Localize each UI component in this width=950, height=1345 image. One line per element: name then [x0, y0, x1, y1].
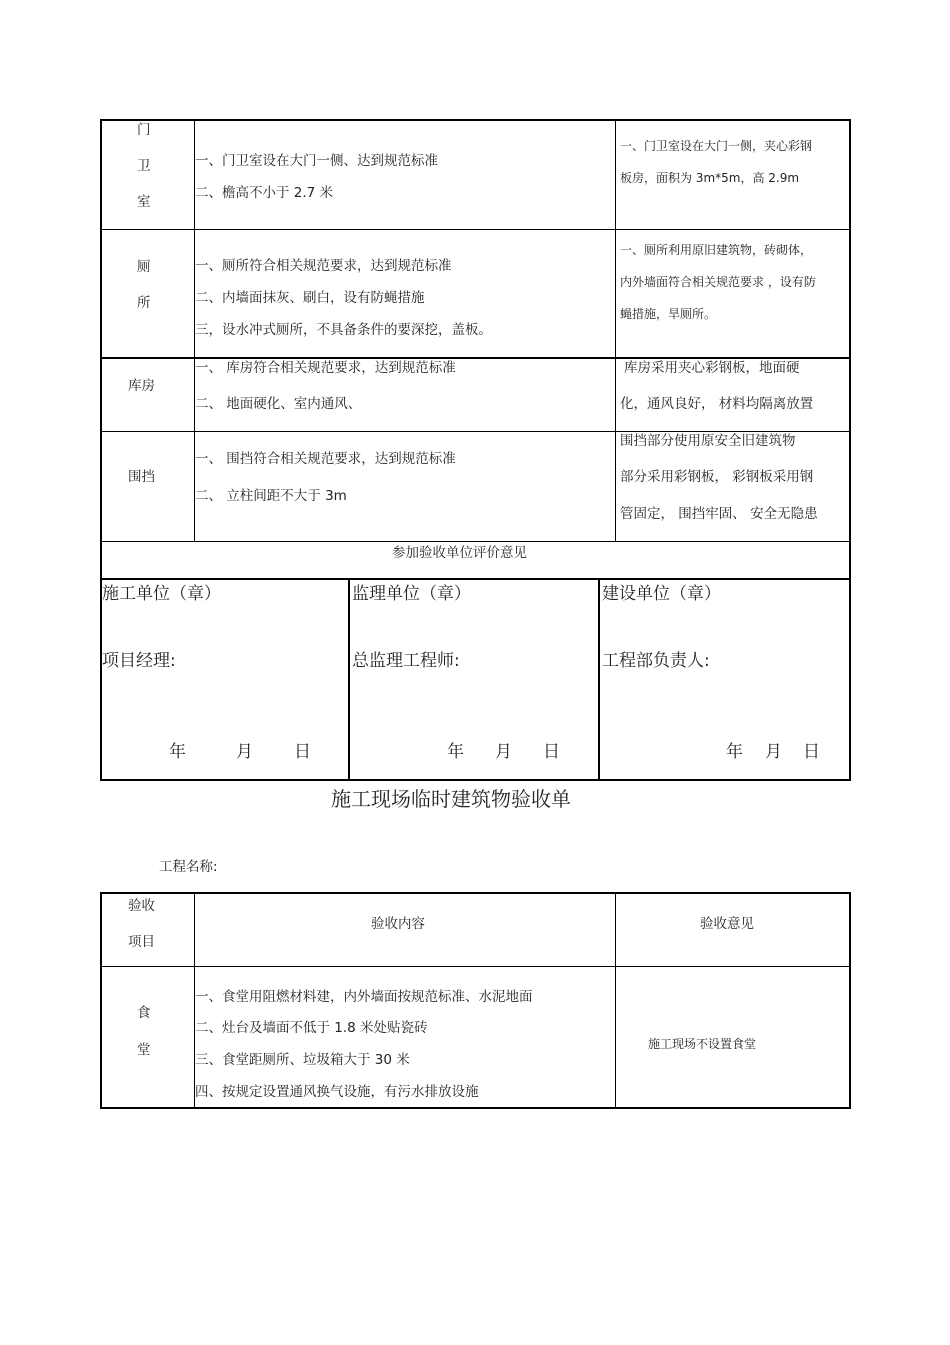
row-item-char: 厕: [137, 259, 151, 275]
header-opinion: 验收意见: [700, 916, 754, 932]
row-item-char: 门: [137, 122, 151, 138]
table-border-top: [100, 119, 851, 121]
date-month: 月: [495, 742, 512, 762]
content-line: 一、门卫室设在大门一侧、达到规范标准: [195, 153, 438, 169]
content-line: 二、 地面硬化、室内通风、: [195, 396, 362, 412]
date-month: 月: [765, 742, 782, 762]
date-year: 年: [726, 742, 743, 762]
date-day: 日: [543, 742, 560, 762]
row-item-label: 围挡: [128, 469, 155, 485]
project-name-label: 工程名称:: [159, 859, 218, 875]
row-item-char: 所: [137, 295, 151, 311]
opinion-line: 蝇措施，旱厕所。: [620, 307, 717, 321]
table-border-right: [849, 892, 851, 1109]
content-line: 二、内墙面抹灰、刷白，设有防蝇措施: [195, 290, 425, 306]
table-border-left: [100, 892, 102, 1109]
content-line: 一、 库房符合相关规范要求，达到规范标准: [195, 360, 456, 376]
content-line: 一、 围挡符合相关规范要求，达到规范标准: [195, 451, 456, 467]
table-border-top: [100, 892, 851, 894]
content-line: 二、檐高不小于 2.7 米: [195, 185, 334, 201]
header-item-line1: 验收: [128, 898, 155, 914]
date-day: 日: [803, 742, 820, 762]
opinion-line: 一、门卫室设在大门一侧，夹心彩钢: [620, 139, 813, 153]
supervision-unit-label: 监理单位（章）: [352, 584, 471, 604]
opinion-line: 化，通风良好， 材料均隔离放置: [620, 396, 814, 412]
opinion-line: 部分采用彩钢板， 彩钢板采用钢: [620, 469, 814, 485]
content-line: 三、食堂距厕所、垃圾箱大于 30 米: [195, 1052, 410, 1068]
header-row-divider: [100, 966, 851, 967]
chief-supervisor-label: 总监理工程师:: [352, 651, 460, 671]
date-month: 月: [236, 742, 253, 762]
opinion-text: 施工现场不设置食堂: [648, 1037, 757, 1051]
engineering-dept-head-label: 工程部负责人:: [602, 651, 710, 671]
header-content: 验收内容: [371, 916, 425, 932]
table-border-bottom: [100, 1107, 851, 1109]
content-line: 二、灶台及墙面不低于 1.8 米处贴瓷砖: [195, 1020, 428, 1036]
content-line: 三，设水冲式厕所，不具备条件的要深挖，盖板。: [195, 322, 492, 338]
header-item-line2: 项目: [128, 934, 155, 950]
opinion-line: 内外墙面符合相关规范要求 ，设有防: [620, 275, 816, 289]
row-item-char: 室: [137, 194, 151, 210]
opinion-line: 围挡部分使用原安全旧建筑物: [620, 433, 796, 449]
signature-divider: [348, 578, 350, 781]
row-divider: [100, 578, 851, 580]
content-line: 二、 立柱间距不大于 3m: [195, 488, 347, 504]
evaluation-header: 参加验收单位评价意见: [392, 545, 527, 561]
table-border-bottom: [100, 779, 851, 781]
page-title: 施工现场临时建筑物验收单: [331, 787, 571, 811]
table-border-left: [100, 119, 102, 781]
date-year: 年: [169, 742, 186, 762]
content-line: 一、厕所符合相关规范要求，达到规范标准: [195, 258, 452, 274]
row-item-label: 库房: [128, 378, 155, 394]
signature-divider: [598, 578, 600, 781]
date-day: 日: [294, 742, 311, 762]
content-line: 四、按规定设置通风换气设施，有污水排放设施: [195, 1084, 479, 1100]
date-year: 年: [447, 742, 464, 762]
table-border-right: [849, 119, 851, 781]
construction-unit-label: 施工单位（章）: [102, 584, 221, 604]
row-divider: [100, 229, 851, 230]
content-line: 一、食堂用阻燃材料建，内外墙面按规范标准、水泥地面: [195, 989, 533, 1005]
row-item-char: 食: [137, 1005, 151, 1021]
project-manager-label: 项目经理:: [102, 651, 176, 671]
owner-unit-label: 建设单位（章）: [602, 584, 721, 604]
column-divider-2: [615, 892, 616, 1108]
column-divider-2: [615, 119, 616, 542]
opinion-line: 板房，面积为 3m*5m，高 2.9m: [620, 171, 800, 185]
opinion-line: 一、厕所利用原旧建筑物，砖砌体，: [620, 243, 813, 257]
opinion-line: 库房采用夹心彩钢板，地面硬: [624, 360, 800, 376]
row-divider: [100, 541, 851, 542]
opinion-line: 管固定， 围挡牢固、 安全无隐患: [620, 506, 818, 522]
row-item-char: 堂: [137, 1042, 151, 1058]
row-item-char: 卫: [137, 158, 151, 174]
